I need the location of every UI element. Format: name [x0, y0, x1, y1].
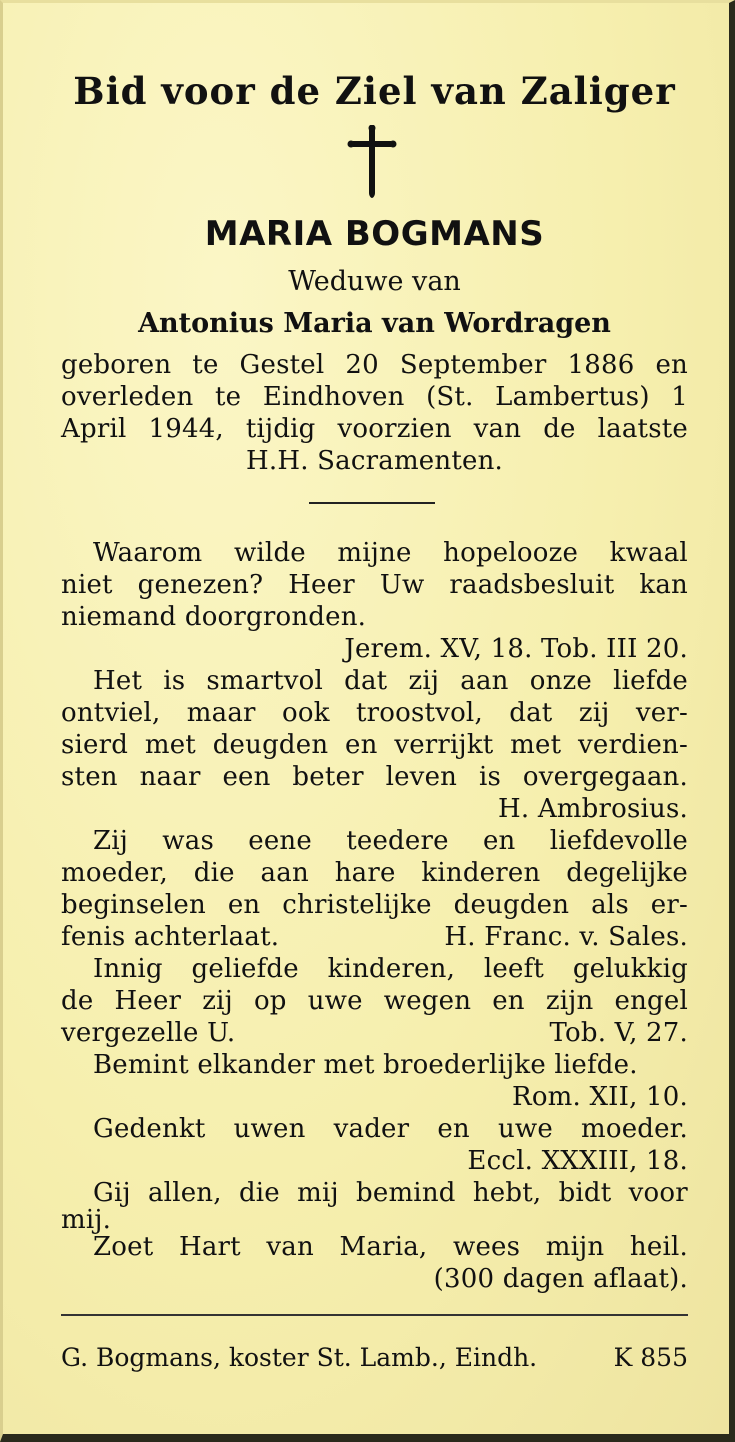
prayer-heading: Bid voor de Ziel van Zaliger [73, 69, 676, 113]
text-line [61, 570, 688, 600]
text-line [61, 1018, 688, 1048]
word: kinderen [421, 858, 541, 888]
word: christelijke [282, 890, 432, 920]
word: verdien- [578, 730, 688, 760]
bio-line [61, 350, 688, 380]
text-line [61, 1178, 688, 1208]
text-line: Bemint elkander met broederlijke liefde. [93, 1050, 638, 1080]
scripture-reference: Tob. V, 27. [549, 1018, 688, 1048]
word: voor [628, 1178, 688, 1208]
quote-source: H. Franc. v. Sales. [444, 922, 688, 952]
word: ook [282, 698, 330, 728]
word: mij [297, 1178, 339, 1208]
word: ver- [635, 698, 688, 728]
word: en [482, 826, 516, 856]
word: engel [614, 986, 688, 1016]
bio-line [61, 382, 688, 412]
word: eene [248, 826, 312, 856]
word: op [253, 986, 287, 1016]
text-line: mij. [61, 1205, 112, 1235]
word: verrijkt [394, 730, 494, 760]
word: Het [93, 666, 143, 696]
word: zij [202, 986, 233, 1016]
word: allen, [147, 1178, 222, 1208]
word: Heer [288, 570, 355, 600]
word: Uw [379, 570, 425, 600]
word: aan [460, 666, 509, 696]
word: uwe [307, 986, 363, 1016]
word: en [437, 1114, 470, 1144]
word: zij [578, 698, 610, 728]
word: kwaal [609, 538, 688, 568]
word: als [591, 890, 629, 920]
printer-credit: G. Bogmans, koster St. Lamb., Eindh. [61, 1343, 538, 1372]
text-line [61, 1232, 688, 1262]
word: degelijke [566, 858, 688, 888]
word: ontviel, [61, 698, 161, 728]
word: er- [650, 890, 688, 920]
word: zijn [545, 986, 594, 1016]
word: aan [260, 858, 309, 888]
word: was [162, 826, 214, 856]
text-line: niemand doorgronden. [61, 602, 367, 632]
text-line [61, 890, 688, 920]
word: niet [61, 570, 113, 600]
word: wegen [383, 986, 472, 1016]
cross-icon [346, 125, 398, 200]
word: Gedenkt [93, 1114, 206, 1144]
word: onze [529, 666, 593, 696]
text-line [61, 922, 688, 952]
word: laatste [597, 414, 688, 444]
word: hare [334, 858, 396, 888]
word: een [222, 762, 271, 792]
divider [61, 1314, 688, 1316]
word: leeft [483, 954, 545, 984]
word: moeder. [581, 1114, 688, 1144]
word: Lambertus) [495, 382, 650, 412]
word: April [61, 414, 127, 444]
word: en [345, 730, 378, 760]
word: hebt, [472, 1178, 542, 1208]
word: bemind [356, 1178, 456, 1208]
word: liefdevolle [549, 826, 688, 856]
word: is [163, 666, 186, 696]
text-line [61, 538, 688, 568]
word: gelukkig [572, 954, 688, 984]
text-line [61, 698, 688, 728]
word: Innig [93, 954, 163, 984]
word: September [399, 350, 547, 380]
word: kan [639, 570, 688, 600]
word: uwe [497, 1114, 553, 1144]
widow-of-label: Weduwe van [288, 266, 461, 297]
word: beter [292, 762, 364, 792]
word: van [266, 1232, 314, 1262]
word: heil. [629, 1232, 688, 1262]
word: en [655, 350, 688, 380]
word: 1944, [148, 414, 224, 444]
text-line [61, 858, 688, 888]
word: Zij [93, 826, 129, 856]
word: hopelooze [443, 538, 579, 568]
word: de [61, 986, 94, 1016]
word: beginselen [61, 890, 206, 920]
word: Gestel [239, 350, 325, 380]
word: wilde [233, 538, 306, 568]
text-line [61, 826, 688, 856]
word: smartvol [206, 666, 324, 696]
word: 1886 [567, 350, 635, 380]
word: geliefde [191, 954, 299, 984]
word: en [492, 986, 525, 1016]
word: troostvol, [356, 698, 483, 728]
word: moeder, [61, 858, 168, 888]
word: tijdig [245, 414, 316, 444]
word: sierd [61, 730, 129, 760]
word: die [193, 858, 235, 888]
word: zij [408, 666, 440, 696]
bio-line: H.H. Sacramenten. [246, 446, 503, 476]
word: naar [139, 762, 201, 792]
word: Gij [93, 1178, 131, 1208]
word: raadsbesluit [449, 570, 615, 600]
word: liefde [613, 666, 688, 696]
word: 1 [671, 382, 688, 412]
word: maar [186, 698, 256, 728]
word: Zoet [93, 1232, 154, 1262]
word: dat [509, 698, 553, 728]
text-fragment: fenis achterlaat. [61, 922, 280, 952]
word: Heer [114, 986, 182, 1016]
indulgence-note: (300 dagen aflaat). [433, 1264, 688, 1294]
word: wees [452, 1232, 521, 1262]
word: kinderen, [327, 954, 456, 984]
word: Eindhoven [262, 382, 405, 412]
word: (St. [426, 382, 474, 412]
printer-footer [61, 1343, 688, 1373]
text-line [61, 762, 688, 792]
word: overgegaan. [522, 762, 688, 792]
divider [309, 502, 435, 504]
husband-name: Antonius Maria van Wordragen [138, 308, 611, 339]
word: leven [385, 762, 458, 792]
scripture-reference: Eccl. XXXIII, 18. [467, 1146, 688, 1176]
text-fragment: vergezelle U. [61, 1018, 236, 1048]
word: sten [61, 762, 118, 792]
word: vader [333, 1114, 410, 1144]
word: overleden [61, 382, 194, 412]
word: die [238, 1178, 280, 1208]
bio-line [61, 414, 688, 444]
word: Hart [178, 1232, 241, 1262]
word: geboren [61, 350, 172, 380]
word: te [192, 350, 219, 380]
word: Maria, [339, 1232, 428, 1262]
word: teedere [346, 826, 449, 856]
word: te [215, 382, 242, 412]
word: deugden [453, 890, 570, 920]
word: Waarom [93, 538, 203, 568]
deceased-name: MARIA BOGMANS [204, 214, 545, 254]
scripture-reference: Rom. XII, 10. [512, 1082, 688, 1112]
scripture-reference: Jerem. XV, 18. Tob. III 20. [344, 634, 688, 664]
text-line [61, 986, 688, 1016]
quote-source: H. Ambrosius. [498, 794, 688, 824]
word: voorzien [337, 414, 452, 444]
word: is [478, 762, 502, 792]
print-code: K 855 [613, 1343, 688, 1372]
word: met [144, 730, 196, 760]
word: deugden [212, 730, 329, 760]
word: mijn [545, 1232, 605, 1262]
text-line [61, 666, 688, 696]
word: en [227, 890, 261, 920]
word: genezen? [137, 570, 264, 600]
word: met [510, 730, 562, 760]
word: mijne [337, 538, 412, 568]
word: uwen [233, 1114, 306, 1144]
word: de [543, 414, 576, 444]
word: van [473, 414, 522, 444]
text-line [61, 954, 688, 984]
word: 20 [345, 350, 379, 380]
word: bidt [558, 1178, 612, 1208]
text-line [61, 1114, 688, 1144]
word: dat [344, 666, 388, 696]
text-line [61, 730, 688, 760]
